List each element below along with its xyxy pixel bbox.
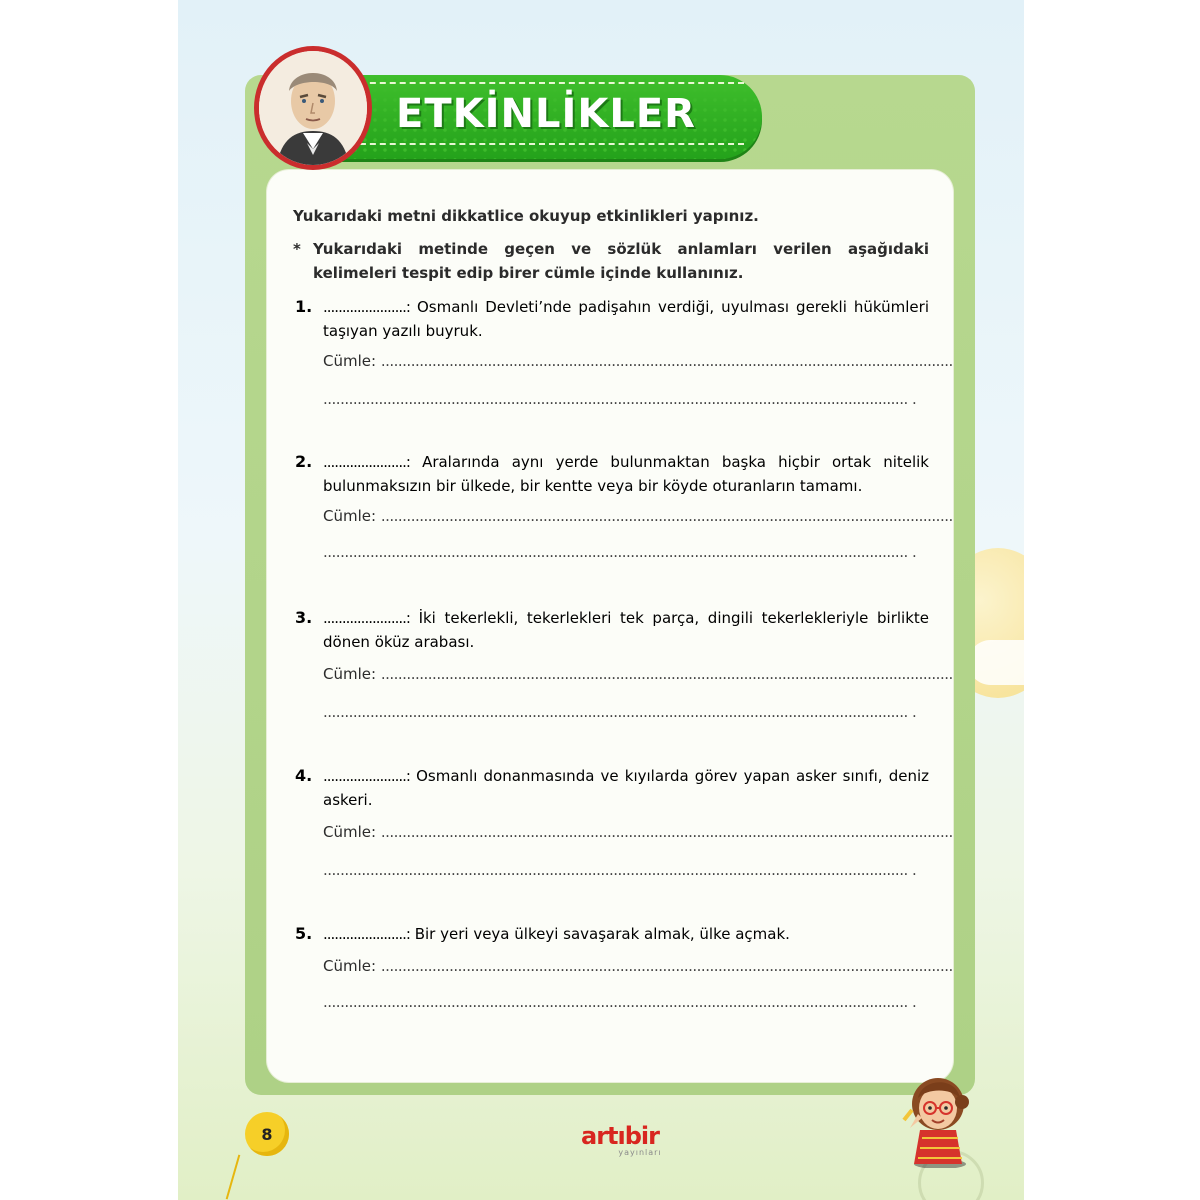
sentence-line-2[interactable] <box>323 702 916 722</box>
sentence-dots: ...................................................................................................................................... <box>380 665 953 683</box>
sentence-dots: ......................................................................................................................................... . <box>323 993 917 1011</box>
sentence-line-1[interactable] <box>323 506 953 526</box>
logo-main-text: artıbir <box>581 1122 659 1150</box>
question-definition <box>323 606 929 654</box>
question-number: 2. <box>295 452 313 471</box>
question-1 <box>293 295 953 408</box>
sentence-line-1[interactable] <box>323 664 953 684</box>
yellow-balloon-icon <box>245 1112 289 1156</box>
question-definition <box>323 450 929 498</box>
question-definition <box>323 764 929 812</box>
bullet-star: * <box>293 240 301 258</box>
sentence-label: Cümle: <box>323 957 377 975</box>
background-cloud <box>968 640 1024 685</box>
portrait-image <box>254 46 372 170</box>
instruction-sub-text: Yukarıdaki metinde geçen ve sözlük anlamları verilen aşağıdaki kelimeleri tespit edip birer cümle içinde kullanınız. <box>313 240 929 282</box>
question-definition <box>323 295 929 343</box>
question-3 <box>293 606 953 721</box>
sentence-line-2[interactable] <box>323 992 916 1012</box>
page-number: 8 <box>261 1124 273 1144</box>
sentence-line-2[interactable] <box>323 542 916 562</box>
banner-stitch-top <box>340 82 744 84</box>
answer-blank[interactable]: ......................: <box>323 767 410 785</box>
sentence-dots: ......................................................................................................................................... . <box>323 390 917 408</box>
activity-content <box>293 205 929 285</box>
banner-stitch-bottom <box>340 143 744 145</box>
sentence-dots: ...................................................................................................................................... <box>380 823 953 841</box>
answer-blank[interactable]: ......................: <box>323 925 410 943</box>
instruction-main: Yukarıdaki metni dikkatlice okuyup etkinlikleri yapınız. <box>293 207 759 225</box>
sentence-label: Cümle: <box>323 352 377 370</box>
sentence-dots: ...................................................................................................................................... <box>380 352 953 370</box>
logo-sub-text: yayınları <box>618 1148 662 1157</box>
title-banner <box>330 75 762 159</box>
definition-text: Bir yeri veya ülkeyi savaşarak almak, ülke açmak. <box>409 925 790 943</box>
question-4 <box>293 764 953 879</box>
question-number: 5. <box>295 924 313 943</box>
sentence-label: Cümle: <box>323 665 377 683</box>
definition-text: Osmanlı donanmasında ve kıyılarda görev yapan asker sınıfı, deniz askeri. <box>323 767 929 809</box>
publisher-logo <box>560 1124 680 1157</box>
sentence-dots: ......................................................................................................................................... . <box>323 861 917 879</box>
sentence-dots: ......................................................................................................................................... . <box>323 543 917 561</box>
question-number: 4. <box>295 766 313 785</box>
answer-blank[interactable]: ......................: <box>323 298 410 316</box>
sentence-dots: ...................................................................................................................................... <box>380 957 953 975</box>
instruction-sub <box>293 237 929 285</box>
definition-text: Aralarında aynı yerde bulunmaktan başka hiçbir ortak nitelik bulunmaksızın bir ülkede, bir kentte veya bir köyde oturanların tamamı. <box>323 453 929 495</box>
sentence-label: Cümle: <box>323 823 377 841</box>
question-number: 3. <box>295 608 313 627</box>
sentence-line-2[interactable] <box>323 389 916 409</box>
question-definition <box>323 922 929 946</box>
definition-text: İki tekerlekli, tekerlekleri tek parça, dingili tekerlekleriyle birlikte dönen öküz arabası. <box>323 609 929 651</box>
sentence-dots: ...................................................................................................................................... <box>380 507 953 525</box>
answer-blank[interactable]: ......................: <box>323 453 410 471</box>
sentence-line-2[interactable] <box>323 860 916 880</box>
question-5 <box>293 922 953 1011</box>
sentence-line-1[interactable] <box>323 822 953 842</box>
girl-illustration <box>892 1068 982 1168</box>
answer-blank[interactable]: ......................: <box>323 609 410 627</box>
sentence-label: Cümle: <box>323 507 377 525</box>
sentence-dots: ......................................................................................................................................... . <box>323 703 917 721</box>
sentence-line-1[interactable] <box>323 956 953 976</box>
definition-text: Osmanlı Devleti’nde padişahın verdiği, uyulması gerekli hükümleri taşıyan yazılı buyruk. <box>323 298 929 340</box>
portrait-illustration <box>259 51 367 165</box>
page-title: ETKİNLİKLER <box>396 91 696 137</box>
question-2 <box>293 450 953 561</box>
sentence-line-1[interactable] <box>323 351 953 371</box>
question-number: 1. <box>295 297 313 316</box>
